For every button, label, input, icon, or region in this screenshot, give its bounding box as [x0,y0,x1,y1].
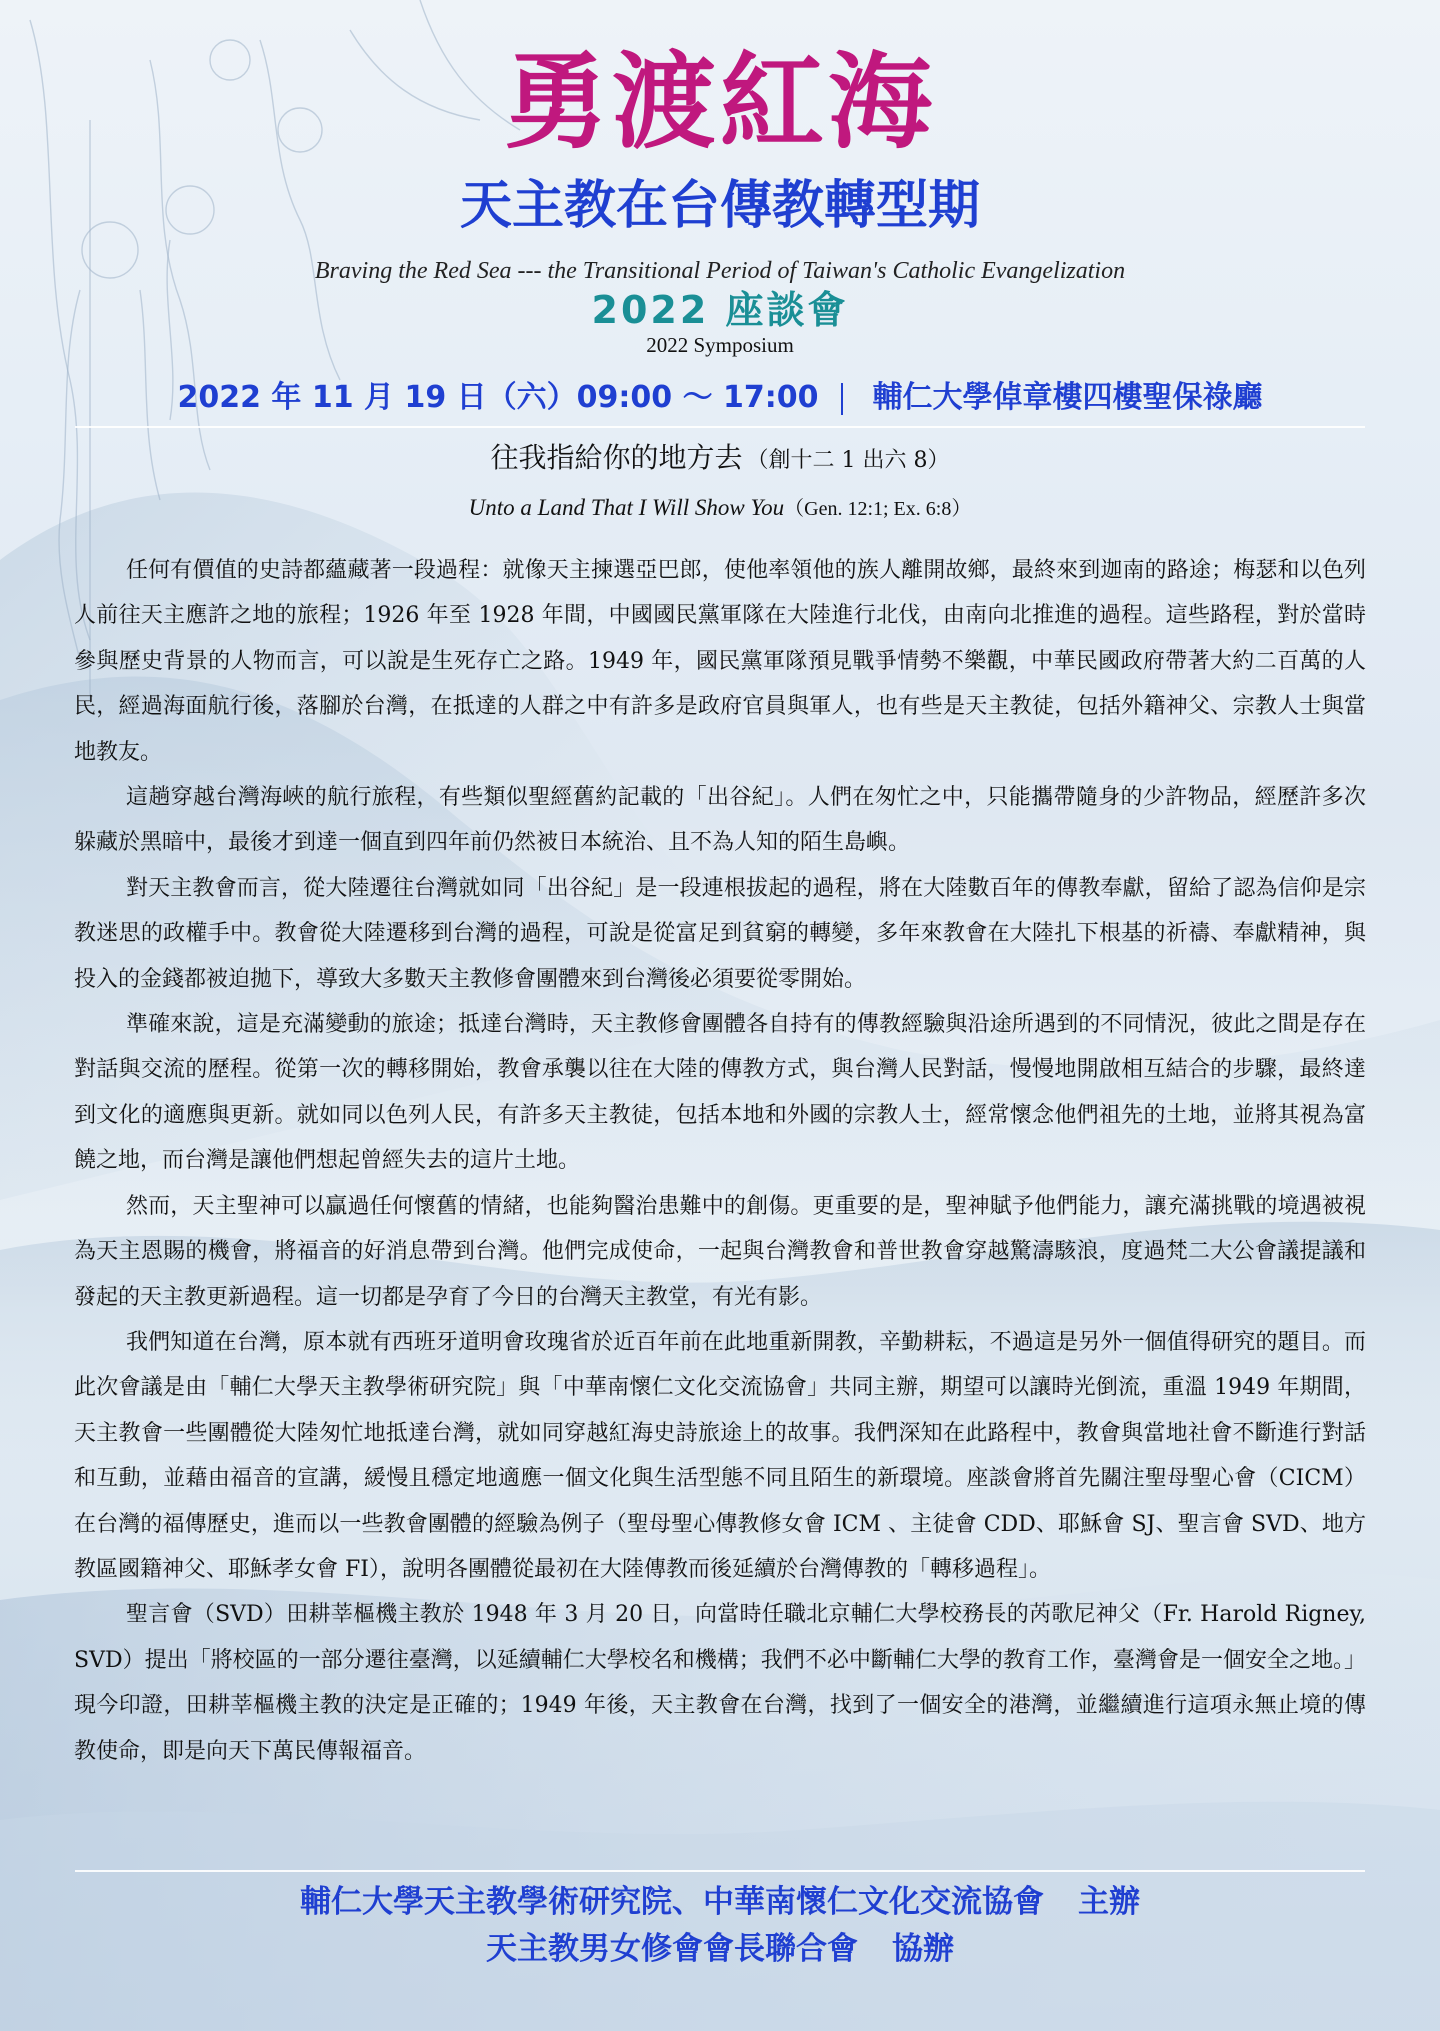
scripture-verse [0,438,1440,481]
event-date: 2022 年 11 月 19 日（六）09:00 ～ 17:00 [177,380,819,415]
verse-reference: （創十二 1 出六 8） [746,448,950,473]
paragraph: 準確來說，這是充滿變動的旅途；抵達台灣時，天主教修會團體各自持有的傳教經驗與沿途所遇到的不同情況，彼此之間是存在對話與交流的歷程。從第一次的轉移開始，教會承襲以往在大陸的傳教方式，與台灣人民對話，慢慢地開啟相互結合的步驟，最終達到文化的適應與更新。就如同以色列人民，有許多天主教徒，包括本地和外國的宗教人士，經常懷念他們祖先的土地，並將其視為富饒之地，而台灣是讓他們想起曾經失去的這片土地。 [74,1012,1366,1174]
paragraph: 這趟穿越台灣海峽的航行旅程，有些類似聖經舊約記載的「出谷紀」。人們在匆忙之中，只能攜帶隨身的少許物品，經歷許多次躲藏於黑暗中，最後才到達一個直到四年前仍然被日本統治、且不為人知的陌生島嶼。 [74,785,1366,856]
co-organizer: 天主教男女修會會長聯合會 [486,1931,858,1967]
event-venue: 輔仁大學倬章樓四樓聖保祿廳 [872,380,1263,415]
divider-bar [841,383,843,415]
scripture-verse-en [0,492,1440,525]
poster-subtitle: 天主教在台傳教轉型期 [459,176,980,236]
organizer-role: 主辦 [1078,1884,1140,1920]
symposium-label: 2022 座談會 [591,288,849,332]
event-date-venue [0,376,1440,420]
paragraph: 我們知道在台灣，原本就有西班牙道明會玫瑰省於近百年前在此地重新開教，辛勤耕耘，不過這是另外一個值得研究的題目。而此次會議是由「輔仁大學天主教學術研究院」與「中華南懷仁文化交流協會」共同主辦，期望可以讓時光倒流，重溫 1949 年期間，天主教會一些團體從大陸匆忙地抵達台灣，就如同穿越紅海史詩旅途上的故事。我們深知在此路程中，教會與當地社會不斷進行對話和互動，並藉由福音的宣講，緩慢且穩定地適應一個文化與生活型態不同且陌生的新環境。座談會將首先關注聖母聖心會（CICM）在台灣的福傳歷史，進而以一些教會團體的經驗為例子（聖母聖心傳教修女會 ICM 、主徒會 CDD、耶穌會 SJ、聖言會 SVD、地方教區國籍神父、耶穌孝女會 FI），說明各團體從最初在大陸傳教而後延續於台灣傳教的「轉移過程」。 [74,1329,1366,1582]
paragraph: 對天主教會而言，從大陸遷往台灣就如同「出谷紀」是一段連根拔起的過程，將在大陸數百年的傳教奉獻，留給了認為信仰是宗教迷思的政權手中。教會從大陸遷移到台灣的過程，可說是從富足到貧窮的轉變，多年來教會在大陸扎下根基的祈禱、奉獻精神，與投入的金錢都被迫拋下，導致大多數天主教修會團體來到台灣後必須要從零開始。 [74,875,1366,992]
english-title: Braving the Red Sea --- the Transitional Period of Taiwan's Catholic Evangelization [314,258,1126,284]
body-text [74,548,1366,1774]
footer-divider [75,1870,1365,1872]
verse-reference-en: （Gen. 12:1; Ex. 6:8） [784,498,972,520]
verse-text: 往我指給你的地方去 [490,441,743,474]
paragraph: 聖言會（SVD）田耕莘樞機主教於 1948 年 3 月 20 日，向當時任職北京輔仁大學校務長的芮歌尼神父（Fr. Harold Rigney, SVD）提出「將校區的一部分遷往臺灣，以延續輔仁大學校名和機構；我們不必中斷輔仁大學的教育工作，臺灣會是一個安全之地。」現今印證，田耕莘樞機主教的決定是正確的；1949 年後，天主教會在台灣，找到了一個安全的港灣，並繼續進行這項永無止境的傳教使命，即是向天下萬民傳報福音。 [74,1602,1366,1764]
poster-title: 勇渡紅海 [503,40,936,163]
header-divider [75,426,1365,428]
co-organizer-role: 協辦 [892,1931,954,1967]
organizers-line [0,1880,1440,1924]
organizers: 輔仁大學天主教學術研究院、中華南懷仁文化交流協會 [300,1884,1044,1920]
paragraph: 然而，天主聖神可以贏過任何懷舊的情緒，也能夠醫治患難中的創傷。更重要的是，聖神賦予他們能力，讓充滿挑戰的境遇被視為天主恩賜的機會，將福音的好消息帶到台灣。他們完成使命，一起與台灣教會和普世教會穿越驚濤駭浪，度過梵二大公會議提議和發起的天主教更新過程。這一切都是孕育了今日的台灣天主教堂，有光有影。 [74,1193,1366,1310]
co-organizer-line [0,1927,1440,1971]
verse-text-en: Unto a Land That I Will Show You [468,495,785,520]
paragraph: 任何有價值的史詩都蘊藏著一段過程：就像天主揀選亞巴郎，使他率領他的族人離開故鄉，最終來到迦南的路途；梅瑟和以色列人前往天主應許之地的旅程；1926 年至 1928 年間，中國國民黨軍隊在大陸進行北伐，由南向北推進的過程。這些路程，對於當時參與歷史背景的人物而言，可以說是生死存亡之路。1949 年，國民黨軍隊預見戰爭情勢不樂觀，中華民國政府帶著大約二百萬的人民，經過海面航行後，落腳於台灣，在抵達的人群之中有許多是政府官員與軍人，也有些是天主教徒，包括外籍神父、宗教人士與當地教友。 [74,558,1366,765]
symposium-label-en: 2022 Symposium [646,333,794,357]
